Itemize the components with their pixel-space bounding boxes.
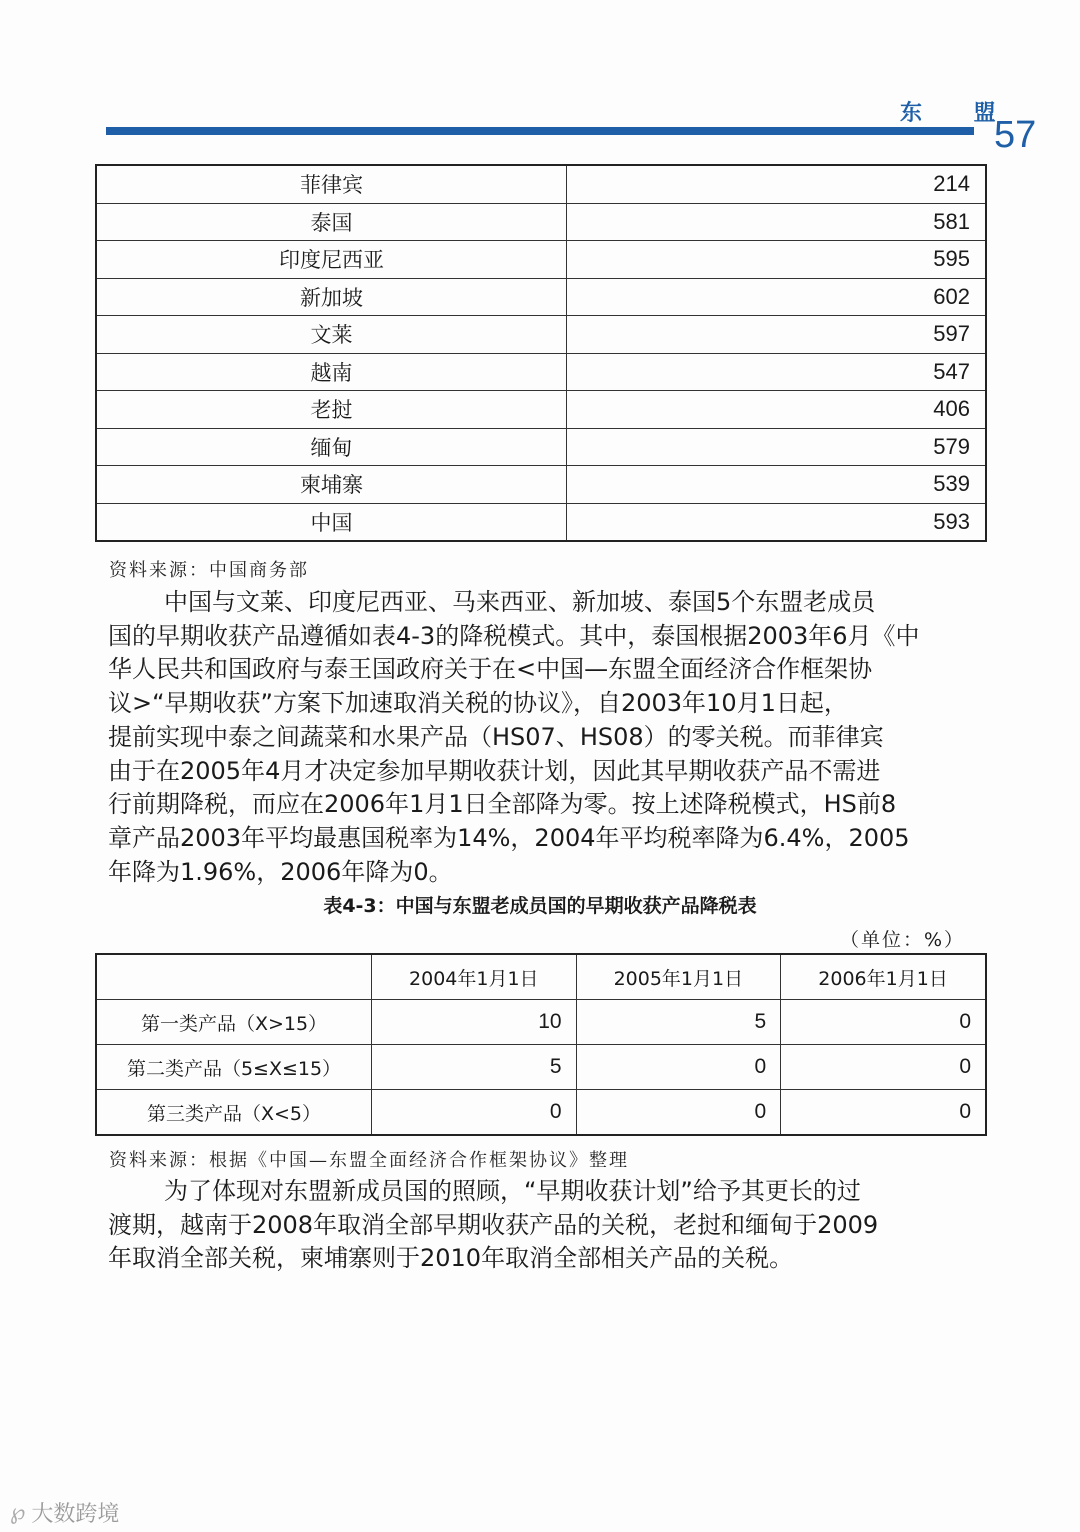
country-value-cell: 214 — [567, 165, 987, 203]
country-value-cell: 406 — [567, 391, 987, 429]
paragraph-line: 由于在2005年4月才决定参加早期收获计划，因此其早期收获产品不需进 — [108, 756, 881, 785]
column-header — [96, 954, 372, 1000]
header-rule — [106, 127, 974, 135]
paragraph-line: 年降为1.96%，2006年降为0。 — [108, 857, 453, 886]
table-row — [96, 165, 986, 203]
country-value-cell: 579 — [567, 428, 987, 466]
table-row — [96, 278, 986, 316]
country-name-cell: 文莱 — [96, 316, 567, 354]
paragraph-line: 华人民共和国政府与泰王国政府关于在<中国—东盟全面经济合作框架协 — [108, 655, 873, 684]
table-row — [96, 353, 986, 391]
paragraph-1 — [108, 586, 974, 889]
country-name-cell: 老挝 — [96, 391, 567, 429]
table-row — [96, 466, 986, 504]
country-name-cell: 菲律宾 — [96, 165, 567, 203]
paragraph-line: 行前期降税，而应在2006年1月1日全部降为零。按上述降税模式，HS前8 — [108, 790, 897, 819]
row-label-cell: 第二类产品（5≤X≤15） — [96, 1045, 372, 1090]
country-table — [95, 164, 987, 542]
table-row — [96, 1045, 986, 1090]
tax-table — [95, 953, 987, 1136]
column-header: 2006年1月1日 — [781, 954, 986, 1000]
column-header: 2004年1月1日 — [372, 954, 577, 1000]
rate-cell: 5 — [372, 1045, 577, 1090]
rate-cell: 10 — [372, 1000, 577, 1045]
country-table-source: 资料来源：中国商务部 — [109, 560, 309, 581]
table-header-row — [96, 954, 986, 1000]
table-row — [96, 391, 986, 429]
country-name-cell: 越南 — [96, 353, 567, 391]
country-value-cell: 602 — [567, 278, 987, 316]
country-value-cell: 597 — [567, 316, 987, 354]
rate-cell: 0 — [576, 1090, 781, 1136]
watermark-logo-icon: ℘ — [10, 1500, 26, 1525]
tax-table-caption: 表4-3：中国与东盟老成员国的早期收获产品降税表 — [323, 895, 757, 917]
paragraph-line: 议>“早期收获”方案下加速取消关税的协议》，自2003年10月1日起， — [108, 689, 848, 718]
country-name-cell: 缅甸 — [96, 428, 567, 466]
rate-cell: 0 — [372, 1090, 577, 1136]
page-number: 57 — [994, 114, 1037, 156]
section-title: 东 盟 — [900, 101, 1018, 126]
table-row — [96, 316, 986, 354]
watermark-text: 大数跨境 — [31, 1502, 120, 1527]
paragraph-2 — [108, 1175, 974, 1276]
paragraph-line: 国的早期收获产品遵循如表4-3的降税模式。其中，泰国根据2003年6月《中 — [108, 621, 920, 650]
country-name-cell: 印度尼西亚 — [96, 241, 567, 279]
country-value-cell: 595 — [567, 241, 987, 279]
country-name-cell: 柬埔寨 — [96, 466, 567, 504]
paragraph-line: 为了体现对东盟新成员国的照顾，“早期收获计划”给予其更长的过 — [164, 1177, 861, 1205]
row-label-cell: 第三类产品（X<5） — [96, 1090, 372, 1136]
watermark — [10, 1497, 119, 1528]
rate-cell: 0 — [781, 1045, 986, 1090]
table-row — [96, 1090, 986, 1136]
tax-table-source: 资料来源：根据《中国—东盟全面经济合作框架协议》整理 — [109, 1150, 629, 1171]
paragraph-line: 提前实现中泰之间蔬菜和水果产品（HS07、HS08）的零关税。而菲律宾 — [108, 722, 884, 751]
table-row — [96, 241, 986, 279]
table-row — [96, 203, 986, 241]
country-value-cell: 593 — [567, 503, 987, 541]
table-row — [96, 503, 986, 541]
country-value-cell: 547 — [567, 353, 987, 391]
row-label-cell: 第一类产品（X>15） — [96, 1000, 372, 1045]
country-name-cell: 泰国 — [96, 203, 567, 241]
country-value-cell: 539 — [567, 466, 987, 504]
column-header: 2005年1月1日 — [576, 954, 781, 1000]
paragraph-line: 章产品2003年平均最惠国税率为14%，2004年平均税率降为6.4%，2005 — [108, 823, 910, 852]
rate-cell: 0 — [781, 1090, 986, 1136]
paragraph-line: 年取消全部关税，柬埔寨则于2010年取消全部相关产品的关税。 — [108, 1244, 794, 1273]
country-name-cell: 新加坡 — [96, 278, 567, 316]
table-row — [96, 428, 986, 466]
rate-cell: 0 — [576, 1045, 781, 1090]
paragraph-line: 中国与文莱、印度尼西亚、马来西亚、新加坡、泰国5个东盟老成员 — [164, 588, 876, 616]
table-row — [96, 1000, 986, 1045]
country-name-cell: 中国 — [96, 503, 567, 541]
unit-note: （单位：%） — [840, 929, 966, 951]
paragraph-line: 渡期，越南于2008年取消全部早期收获产品的关税，老挝和缅甸于2009 — [108, 1210, 879, 1239]
country-value-cell: 581 — [567, 203, 987, 241]
rate-cell: 5 — [576, 1000, 781, 1045]
rate-cell: 0 — [781, 1000, 986, 1045]
